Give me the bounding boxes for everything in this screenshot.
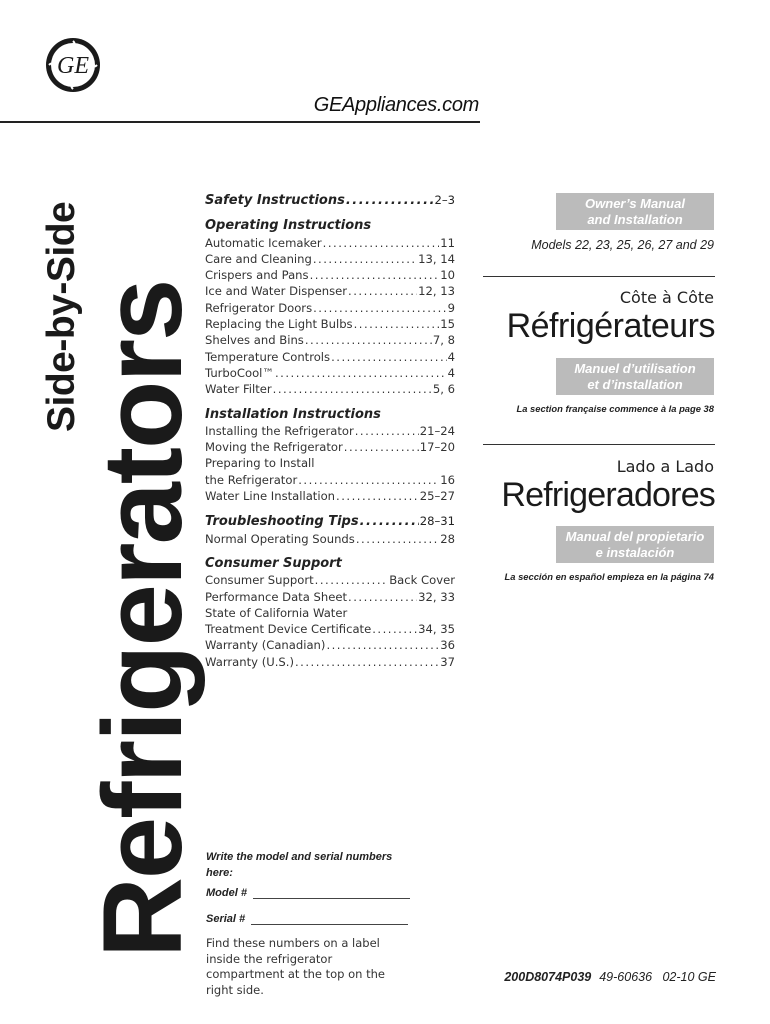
toc-label: the Refrigerator — [205, 472, 298, 487]
toc-label: Care and Cleaning — [205, 251, 312, 266]
label-location-text: Find these numbers on a label inside the refrigerator compartment at the top on the right side. — [206, 936, 385, 997]
toc-page: 21–24 — [419, 423, 455, 438]
toc-leader — [298, 472, 439, 488]
toc-item[interactable] — [205, 531, 455, 547]
toc-page: 37 — [440, 654, 455, 669]
toc-leader — [273, 381, 432, 397]
toc-label: Shelves and Bins — [205, 333, 304, 348]
toc-label: Warranty (U.S.) — [205, 654, 294, 669]
toc-consumer-heading: Consumer Support — [205, 555, 342, 571]
toc-page: 4 — [447, 365, 455, 380]
box-line: and Installation — [587, 212, 683, 227]
toc-label: Replacing the Light Bulbs — [205, 317, 353, 332]
toc-item-line[interactable]: Preparing to Install — [205, 456, 315, 471]
toc-leader — [323, 235, 440, 251]
toc-item[interactable] — [205, 423, 455, 439]
pub-number: 49-60636 — [599, 970, 653, 984]
toc-leader — [331, 349, 447, 365]
toc-item[interactable] — [205, 283, 455, 299]
box-line: et d’installation — [587, 377, 683, 392]
box-line: Manual del propietario — [565, 529, 705, 544]
instruction-line: Write the model and serial numbers — [206, 851, 393, 863]
ge-monogram-logo-icon — [45, 37, 101, 93]
serial-label: Serial # — [206, 913, 246, 925]
table-of-contents — [205, 192, 455, 670]
toc-label: Installing the Refrigerator — [205, 423, 354, 438]
toc-page: 28–31 — [419, 514, 455, 529]
toc-leader — [313, 251, 417, 267]
toc-leader — [348, 589, 417, 605]
toc-leader — [354, 316, 440, 332]
toc-leader — [315, 572, 389, 588]
serial-number-field[interactable] — [206, 913, 408, 925]
toc-item[interactable] — [205, 300, 455, 316]
toc-leader — [310, 267, 440, 283]
toc-page: 28 — [440, 531, 455, 546]
toc-troubleshooting-row[interactable] — [205, 513, 455, 530]
side-by-side-title: Side-by-Side — [40, 201, 83, 432]
toc-label: Crispers and Pans — [205, 268, 309, 283]
toc-item[interactable] — [205, 349, 455, 365]
french-subtitle: Côte à Côte — [619, 288, 714, 307]
toc-item[interactable] — [205, 316, 455, 332]
toc-item-line[interactable]: State of California Water — [205, 605, 348, 620]
toc-page: 2–3 — [434, 193, 455, 207]
toc-label: Consumer Support — [205, 573, 314, 588]
toc-safety-row[interactable] — [205, 192, 455, 209]
refrigerators-title: Refrigerators — [80, 280, 205, 958]
toc-installation-heading: Installation Instructions — [205, 406, 381, 422]
serial-blank-line[interactable] — [251, 914, 408, 925]
toc-page: 32, 33 — [418, 589, 455, 604]
toc-leader — [356, 531, 439, 547]
toc-label: Moving the Refrigerator — [205, 440, 343, 455]
spanish-manual-box — [556, 526, 714, 563]
toc-label: Refrigerator Doors — [205, 300, 313, 315]
toc-item[interactable] — [205, 621, 455, 637]
document-code — [504, 970, 716, 984]
box-line: e instalación — [595, 545, 675, 560]
ge-logo — [45, 37, 101, 93]
toc-item[interactable] — [205, 381, 455, 397]
model-number-field[interactable] — [206, 887, 410, 899]
toc-leader — [360, 514, 419, 530]
toc-page: 16 — [440, 472, 455, 487]
toc-leader — [305, 332, 432, 348]
toc-page: 34, 35 — [418, 622, 455, 637]
toc-page: 12, 13 — [418, 284, 455, 299]
french-manual-box — [556, 358, 714, 395]
toc-label: Automatic Icemaker — [205, 235, 322, 250]
toc-label: Water Line Installation — [205, 489, 336, 504]
toc-page: 13, 14 — [418, 251, 455, 266]
toc-operating-heading: Operating Instructions — [205, 218, 372, 234]
toc-leader — [313, 300, 446, 316]
box-line: Owner’s Manual — [585, 196, 685, 211]
toc-leader — [346, 193, 434, 209]
toc-page: 7, 8 — [432, 333, 455, 348]
toc-label: Safety Instructions — [205, 193, 345, 208]
toc-leader — [275, 365, 447, 381]
toc-page: 25–27 — [419, 489, 455, 504]
divider — [483, 444, 715, 445]
toc-item[interactable] — [205, 267, 455, 283]
record-instruction — [206, 849, 426, 881]
toc-label: Ice and Water Dispenser — [205, 284, 348, 299]
toc-label: Warranty (Canadian) — [205, 638, 326, 653]
toc-leader — [355, 423, 419, 439]
toc-item[interactable] — [205, 439, 455, 455]
toc-item[interactable] — [205, 589, 455, 605]
french-note: La section française commence à la page 38 — [516, 403, 714, 414]
toc-page: 15 — [440, 317, 455, 332]
toc-item[interactable] — [205, 654, 455, 670]
toc-page: Back Cover — [389, 573, 455, 588]
divider — [483, 276, 715, 277]
pub-date: 02-10 GE — [662, 970, 716, 984]
toc-item[interactable] — [205, 332, 455, 348]
toc-label: Performance Data Sheet — [205, 589, 348, 604]
french-title: Réfrigérateurs — [506, 307, 715, 345]
toc-label: TurboCool™ — [205, 365, 274, 380]
toc-item[interactable] — [205, 235, 455, 251]
toc-page: 4 — [447, 349, 455, 364]
toc-item[interactable] — [205, 572, 455, 588]
model-blank-line[interactable] — [253, 888, 410, 899]
spanish-subtitle: Lado a Lado — [616, 457, 714, 476]
spanish-note: La sección en español empieza en la página 74 — [504, 571, 714, 582]
toc-item[interactable] — [205, 637, 455, 653]
owners-manual-box — [556, 193, 714, 230]
website-url[interactable]: GEAppliances.com — [313, 94, 479, 116]
toc-leader — [344, 439, 419, 455]
toc-label: Normal Operating Sounds — [205, 531, 355, 546]
instruction-line: here: — [206, 867, 233, 879]
toc-page: 17–20 — [419, 440, 455, 455]
toc-page: 5, 6 — [432, 382, 455, 397]
toc-item[interactable] — [205, 472, 455, 488]
toc-label: Troubleshooting Tips — [205, 514, 359, 530]
toc-label: Temperature Controls — [205, 349, 331, 364]
models-text: Models 22, 23, 25, 26, 27 and 29 — [531, 238, 714, 252]
model-label: Model # — [206, 887, 247, 899]
toc-page: 10 — [440, 268, 455, 283]
toc-leader — [295, 654, 439, 670]
box-line: Manuel d’utilisation — [574, 361, 696, 376]
header-divider — [0, 121, 480, 123]
spanish-title: Refrigeradores — [501, 476, 715, 514]
part-number: 200D8074P039 — [504, 970, 592, 984]
toc-leader — [336, 488, 419, 504]
toc-page: 36 — [440, 638, 455, 653]
toc-item[interactable] — [205, 251, 455, 267]
toc-item[interactable] — [205, 365, 455, 381]
toc-item[interactable] — [205, 488, 455, 504]
logo-text: GE — [57, 53, 89, 79]
toc-leader — [348, 283, 417, 299]
toc-label: Treatment Device Certificate — [205, 622, 372, 637]
toc-leader — [326, 637, 439, 653]
toc-page: 9 — [447, 300, 455, 315]
toc-label: Water Filter — [205, 382, 272, 397]
toc-page: 11 — [440, 235, 455, 250]
toc-leader — [372, 621, 417, 637]
